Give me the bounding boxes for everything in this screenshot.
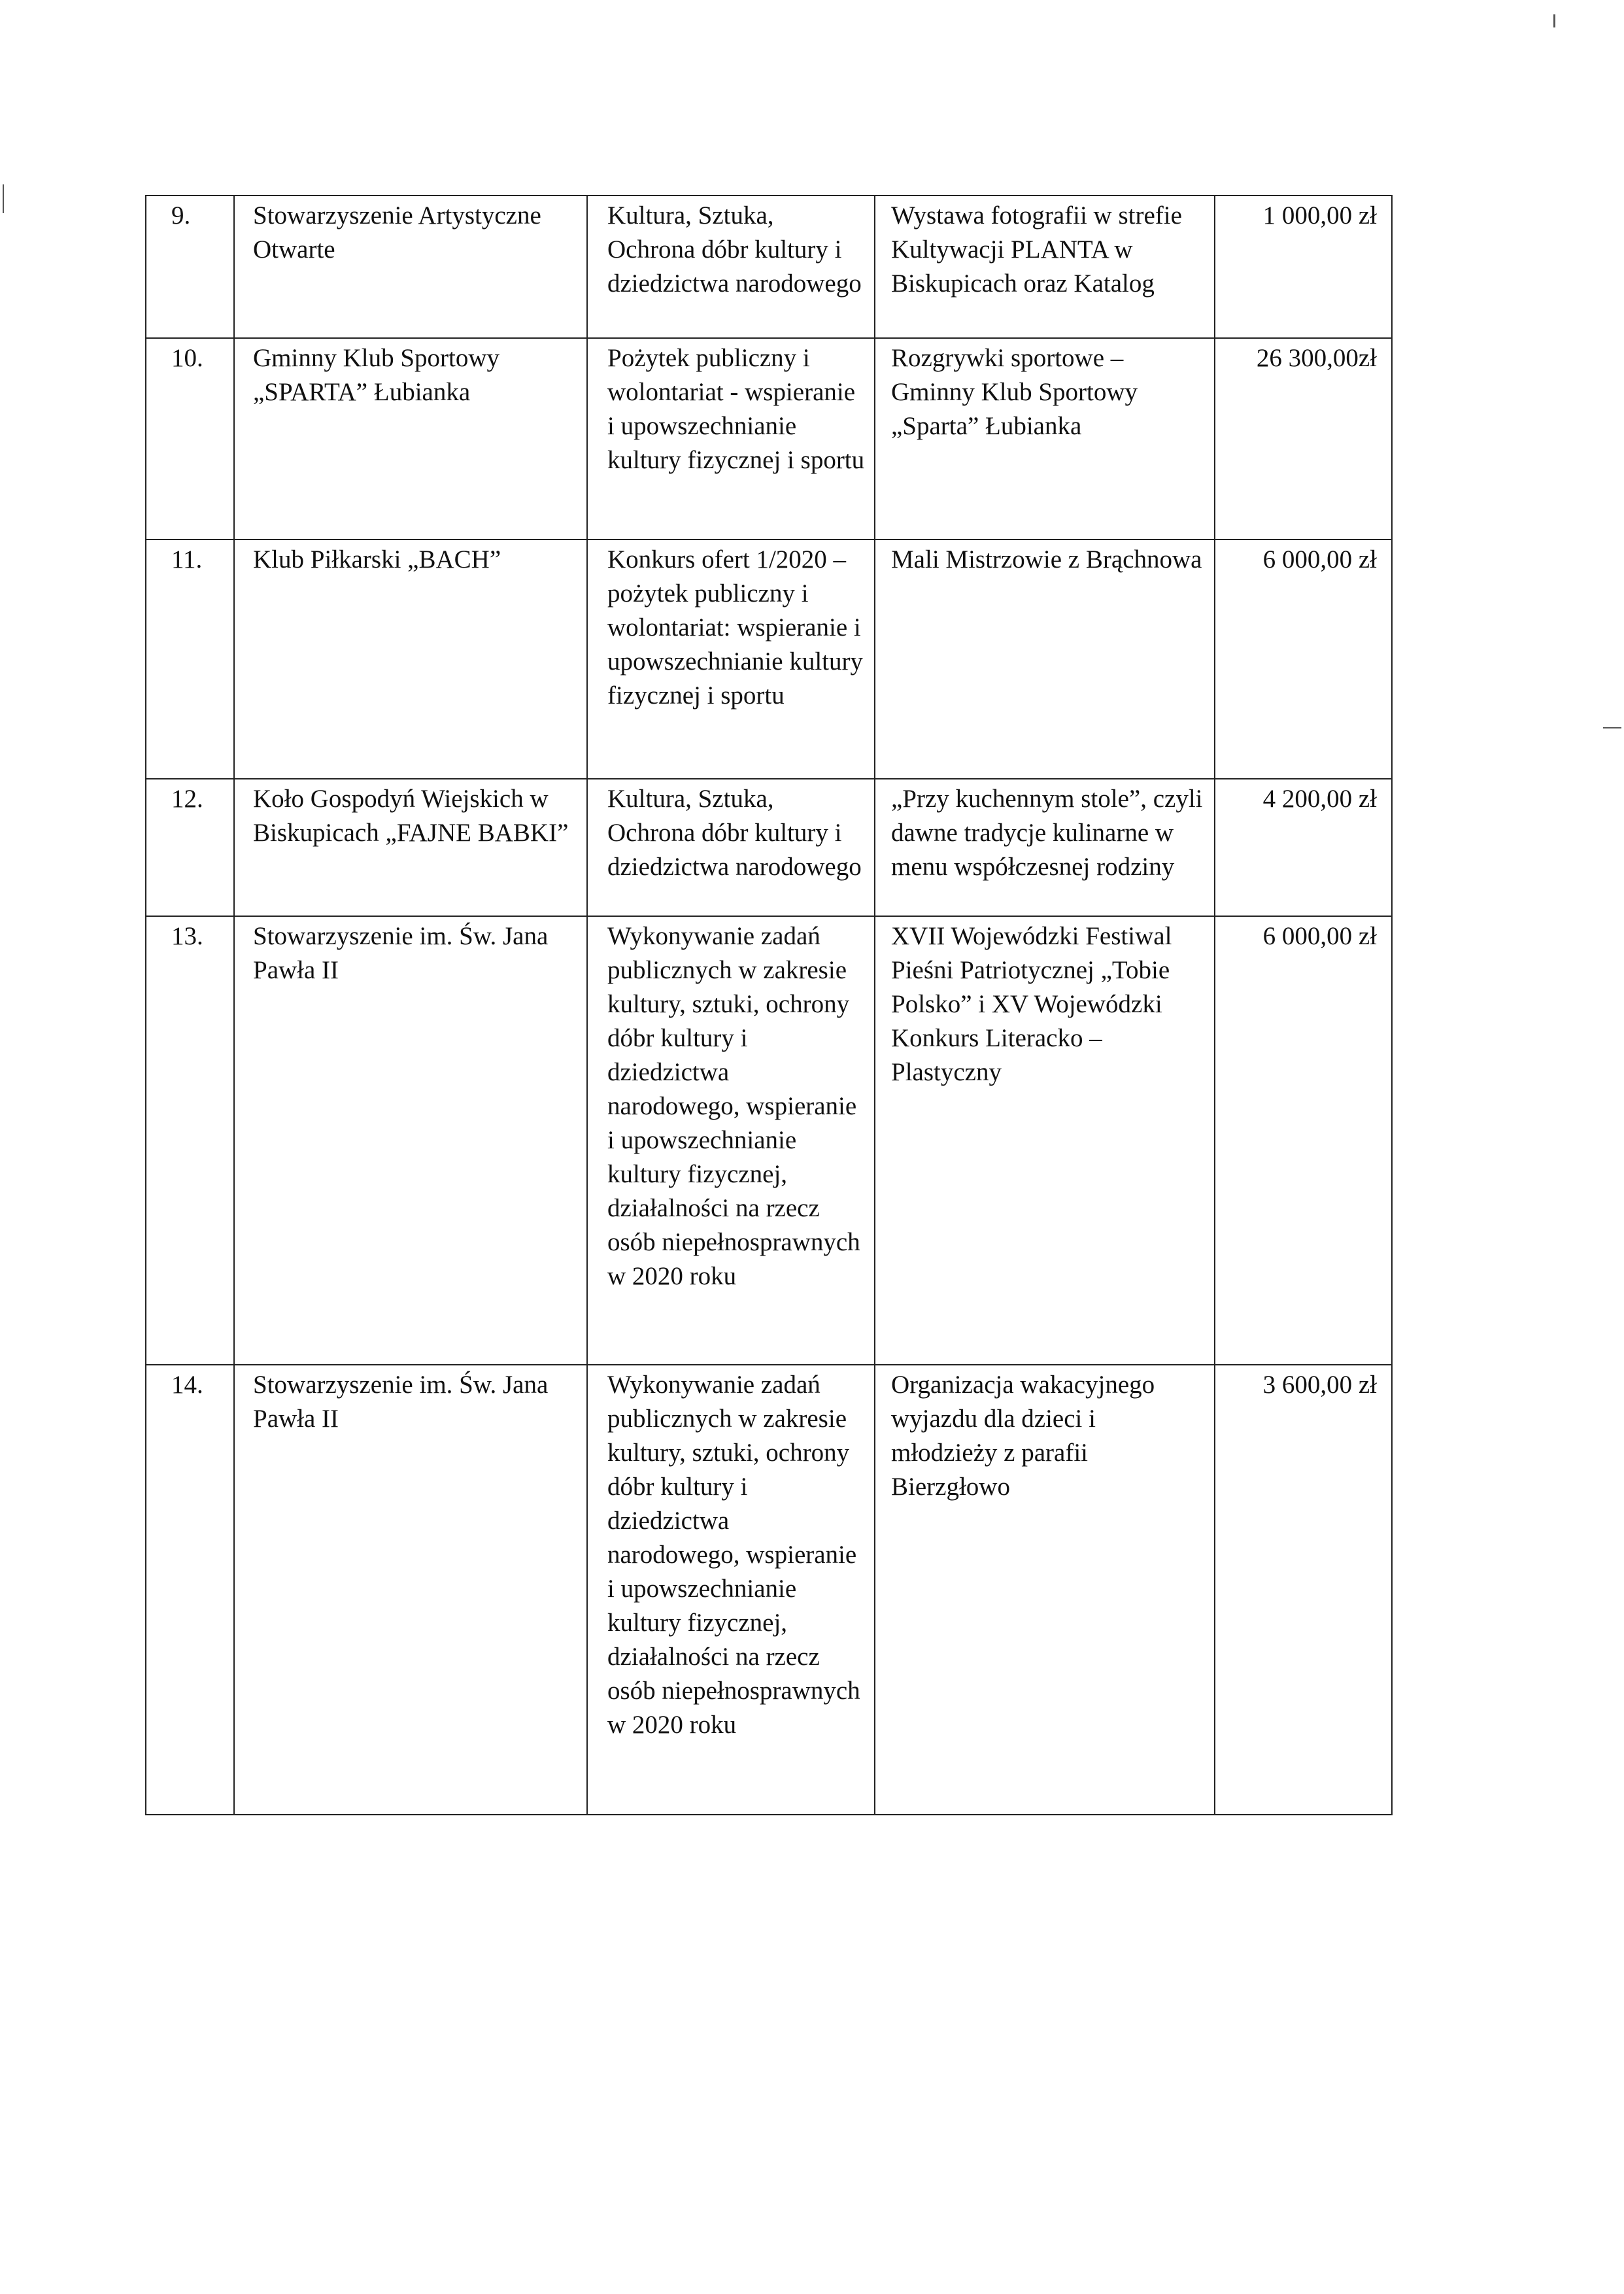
row-number: 10. bbox=[146, 338, 234, 539]
scan-mark-right-edge bbox=[1603, 727, 1621, 728]
task-area: Pożytek publiczny i wolontariat - wspieranie i upowszechnianie kultury fizycznej i sportu bbox=[587, 338, 875, 539]
task-title: Rozgrywki sportowe – Gminny Klub Sportowy „Sparta” Łubianka bbox=[875, 338, 1215, 539]
organization-name: Gminny Klub Sportowy „SPARTA” Łubianka bbox=[234, 338, 587, 539]
table-row bbox=[146, 539, 1392, 779]
table-row bbox=[146, 338, 1392, 539]
task-title: XVII Wojewódzki Festiwal Pieśni Patriotycznej „Tobie Polsko” i XV Wojewódzki Konkurs Literacko – Plastyczny bbox=[875, 916, 1215, 1365]
task-title: „Przy kuchennym stole”, czyli dawne tradycje kulinarne w menu współczesnej rodziny bbox=[875, 779, 1215, 916]
task-title: Wystawa fotografii w strefie Kultywacji PLANTA w Biskupicach oraz Katalog bbox=[875, 196, 1215, 338]
row-number: 9. bbox=[146, 196, 234, 338]
organization-name: Klub Piłkarski „BACH” bbox=[234, 539, 587, 779]
grant-amount: 6 000,00 zł bbox=[1215, 916, 1392, 1365]
task-title: Organizacja wakacyjnego wyjazdu dla dzieci i młodzieży z parafii Bierzgłowo bbox=[875, 1365, 1215, 1815]
row-number: 11. bbox=[146, 539, 234, 779]
organization-name: Stowarzyszenie Artystyczne Otwarte bbox=[234, 196, 587, 338]
table-row bbox=[146, 196, 1392, 338]
table-row bbox=[146, 779, 1392, 916]
grant-amount: 1 000,00 zł bbox=[1215, 196, 1392, 338]
row-number: 14. bbox=[146, 1365, 234, 1815]
organization-name: Koło Gospodyń Wiejskich w Biskupicach „FAJNE BABKI” bbox=[234, 779, 587, 916]
row-number: 12. bbox=[146, 779, 234, 916]
grant-amount: 4 200,00 zł bbox=[1215, 779, 1392, 916]
task-area: Konkurs ofert 1/2020 – pożytek publiczny i wolontariat: wspieranie i upowszechnianie kultury fizycznej i sportu bbox=[587, 539, 875, 779]
row-number: 13. bbox=[146, 916, 234, 1365]
grant-amount: 26 300,00zł bbox=[1215, 338, 1392, 539]
scan-mark-top-right bbox=[1553, 14, 1555, 27]
organization-name: Stowarzyszenie im. Św. Jana Pawła II bbox=[234, 916, 587, 1365]
organization-name: Stowarzyszenie im. Św. Jana Pawła II bbox=[234, 1365, 587, 1815]
task-area: Kultura, Sztuka, Ochrona dóbr kultury i dziedzictwa narodowego bbox=[587, 779, 875, 916]
task-area: Wykonywanie zadań publicznych w zakresie kultury, sztuki, ochrony dóbr kultury i dziedzictwa narodowego, wspieranie i upowszechnianie kultury fizycznej, działalności na rzecz osób niepełnosprawnych w 2020 roku bbox=[587, 1365, 875, 1815]
task-area: Kultura, Sztuka, Ochrona dóbr kultury i dziedzictwa narodowego bbox=[587, 196, 875, 338]
table-row bbox=[146, 1365, 1392, 1815]
scan-mark-left-edge bbox=[3, 184, 4, 213]
grant-amount: 6 000,00 zł bbox=[1215, 539, 1392, 779]
task-title: Mali Mistrzowie z Brąchnowa bbox=[875, 539, 1215, 779]
task-area: Wykonywanie zadań publicznych w zakresie kultury, sztuki, ochrony dóbr kultury i dziedzictwa narodowego, wspieranie i upowszechnianie kultury fizycznej, działalności na rzecz osób niepełnosprawnych w 2020 roku bbox=[587, 916, 875, 1365]
grant-amount: 3 600,00 zł bbox=[1215, 1365, 1392, 1815]
table-row bbox=[146, 916, 1392, 1365]
grants-table bbox=[145, 195, 1393, 1815]
